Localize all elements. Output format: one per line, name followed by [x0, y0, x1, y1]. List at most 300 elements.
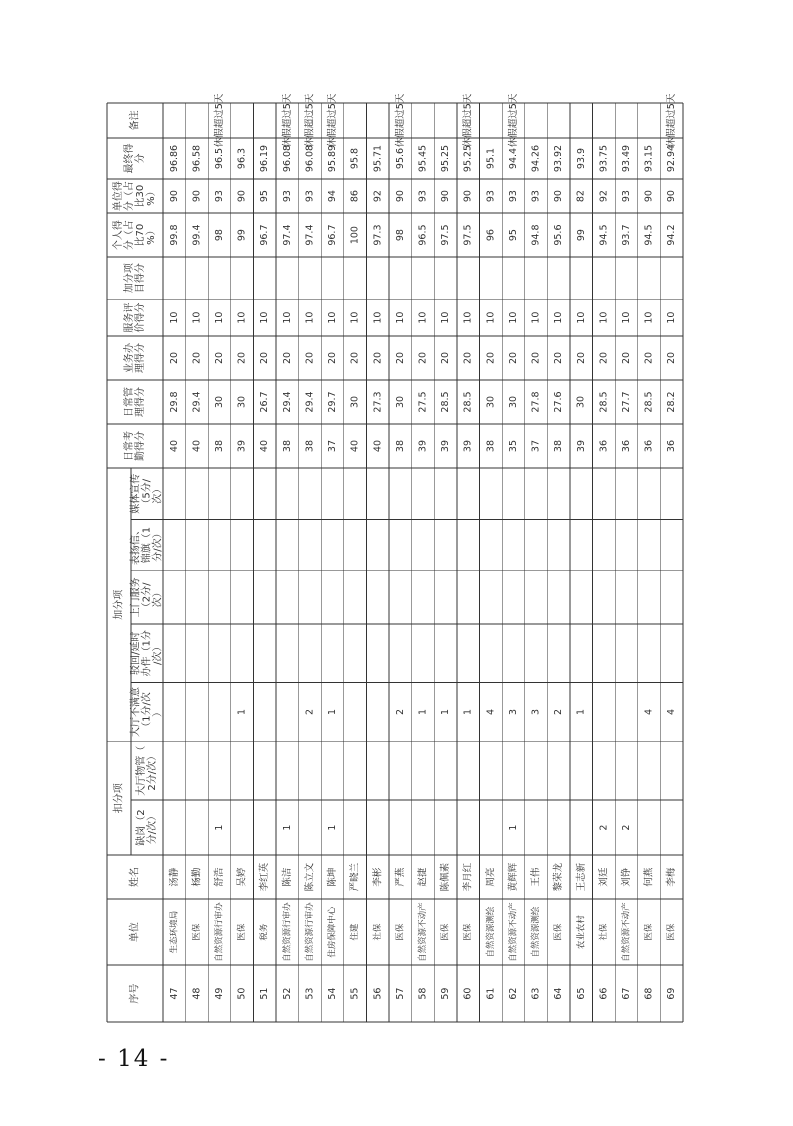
cell-final: 94.26	[530, 144, 542, 173]
cell-attend: 37	[327, 439, 339, 453]
cell-seq: 50	[236, 987, 248, 1000]
header-reject: /次）	[152, 641, 164, 665]
cell-personal: 98	[214, 229, 226, 242]
cell-unit_score: 92	[598, 190, 610, 203]
cell-final: 95.25	[462, 144, 474, 173]
cell-daily: 30	[485, 395, 497, 409]
cell-business: 20	[598, 351, 610, 365]
header-unsat: 大厅不满意	[130, 686, 142, 737]
cell-seq: 53	[304, 987, 316, 1000]
cell-daily: 30	[349, 395, 361, 409]
cell-final: 96.86	[168, 144, 180, 173]
cell-business: 20	[372, 351, 384, 365]
cell-eval: 10	[643, 311, 655, 324]
cell-unit: 医保	[191, 923, 202, 941]
cell-eval: 10	[598, 311, 610, 324]
cell-eval: 10	[394, 311, 406, 324]
cell-seq: 69	[666, 987, 678, 1000]
cell-remark: 休假超过5天	[666, 93, 678, 148]
cell-unsat: 1	[440, 708, 452, 716]
header-hall: 大厅物管（	[136, 745, 147, 796]
cell-seq: 63	[530, 987, 542, 1000]
cell-absence: 1	[327, 824, 339, 831]
header-unsat: ）	[152, 706, 164, 717]
cell-eval: 10	[507, 311, 519, 324]
header-media: 次）	[152, 483, 164, 504]
cell-daily: 27.7	[620, 391, 632, 413]
cell-name: 黎荣龙	[553, 862, 565, 892]
cell-business: 20	[191, 351, 203, 365]
cell-name: 黄辉辉	[507, 862, 519, 892]
cell-unsat: 2	[553, 708, 565, 716]
cell-unit_score: 93	[281, 190, 293, 203]
cell-business: 20	[507, 351, 519, 365]
cell-daily: 27.3	[372, 391, 384, 413]
cell-daily: 28.5	[598, 391, 610, 413]
header-personal: 比70	[135, 223, 146, 247]
cell-unit_score: 82	[575, 190, 587, 203]
cell-remark: 休假超过5天	[394, 93, 406, 148]
cell-daily: 30	[575, 395, 587, 409]
header-media: 媒体宣传	[130, 473, 142, 514]
cell-attend: 38	[553, 439, 565, 453]
cell-business: 20	[575, 351, 587, 365]
cell-unit_score: 92	[372, 190, 384, 203]
cell-attend: 36	[643, 439, 655, 453]
cell-name: 陈佩素	[440, 862, 452, 892]
header-unit_score: 单位得	[113, 181, 124, 212]
cell-eval: 10	[168, 311, 180, 324]
cell-personal: 97.4	[281, 224, 293, 246]
cell-attend: 39	[462, 439, 474, 453]
cell-unit_score: 93	[507, 190, 519, 203]
cell-personal: 94.5	[598, 224, 610, 246]
header-eval: 服务评	[124, 302, 135, 333]
header-final: 最终得	[124, 143, 135, 174]
header-bonus: 目得分	[135, 263, 146, 294]
cell-personal: 97.5	[462, 224, 474, 246]
cell-remark: 休假超过5天	[304, 93, 316, 148]
cell-unit: 医保	[644, 923, 655, 941]
cell-unit: 税务	[259, 923, 270, 941]
header-absence: 缺岗（2	[136, 809, 147, 846]
cell-personal: 99	[236, 229, 248, 242]
cell-personal: 96	[485, 229, 497, 242]
cell-seq: 66	[598, 987, 610, 1000]
header-praise: 分/次）	[152, 528, 164, 562]
header-online: （2分/	[141, 582, 153, 613]
cell-business: 20	[259, 351, 271, 365]
cell-daily: 29.4	[304, 391, 316, 413]
cell-seq: 57	[394, 987, 406, 1000]
cell-name: 周亮	[485, 867, 497, 887]
page-number: - 14 -	[98, 1046, 170, 1072]
cell-name: 刘铮	[620, 867, 632, 887]
cell-business: 20	[553, 351, 565, 365]
cell-personal: 96.7	[259, 224, 271, 246]
cell-eval: 10	[575, 311, 587, 324]
cell-eval: 10	[281, 311, 293, 324]
cell-personal: 96.5	[417, 224, 429, 246]
header-final: 分	[135, 153, 146, 164]
cell-eval: 10	[666, 311, 678, 324]
cell-attend: 38	[281, 439, 293, 453]
cell-unsat: 1	[575, 708, 587, 716]
cell-unit_score: 90	[462, 190, 474, 203]
cell-unit: 自然资源行审办	[304, 902, 315, 962]
cell-eval: 10	[372, 311, 384, 324]
cell-name: 王志新	[575, 862, 587, 892]
cell-final: 96.19	[259, 144, 271, 173]
cell-unit: 医保	[395, 923, 406, 941]
cell-seq: 59	[440, 987, 452, 1000]
cell-seq: 56	[372, 987, 384, 1000]
cell-attend: 38	[485, 439, 497, 453]
header-bonus: 加分项	[124, 263, 135, 294]
cell-unit_score: 93	[530, 190, 542, 203]
cell-personal: 94.8	[530, 224, 542, 246]
header-praise: 表扬信、	[130, 525, 142, 566]
cell-personal: 98	[394, 229, 406, 242]
cell-attend: 40	[259, 439, 271, 453]
header-business: 理得分	[135, 342, 146, 373]
cell-daily: 27.6	[553, 391, 565, 413]
cell-unit_score: 90	[440, 190, 452, 203]
cell-attend: 38	[304, 439, 316, 453]
header-online: 次）	[152, 587, 164, 608]
cell-unit: 住房保障中心	[327, 906, 338, 958]
cell-unsat: 2	[394, 708, 406, 716]
cell-seq: 64	[553, 987, 565, 1000]
cell-unsat: 4	[666, 708, 678, 716]
cell-unit_score: 93	[304, 190, 316, 203]
cell-daily: 30	[214, 395, 226, 409]
cell-name: 严燕	[394, 867, 406, 887]
cell-unit: 社保	[372, 923, 383, 941]
header-attend: 日常考	[124, 431, 135, 462]
cell-eval: 10	[530, 311, 542, 324]
cell-unsat: 3	[530, 708, 542, 716]
cell-attend: 40	[191, 439, 203, 453]
header-daily: 理得分	[135, 386, 146, 417]
cell-business: 20	[530, 351, 542, 365]
cell-business: 20	[462, 351, 474, 365]
cell-unit: 农业农村	[576, 915, 587, 950]
cell-business: 20	[440, 351, 452, 365]
cell-attend: 39	[417, 439, 429, 453]
cell-eval: 10	[440, 311, 452, 324]
cell-personal: 95.6	[553, 224, 565, 246]
cell-name: 赵捷	[417, 867, 429, 887]
cell-seq: 58	[417, 987, 429, 1000]
cell-unit_score: 90	[168, 190, 180, 203]
cell-name: 吴婷	[236, 867, 248, 887]
cell-name: 陈洁	[281, 867, 293, 887]
cell-name: 陈立文	[304, 862, 316, 892]
cell-final: 93.92	[553, 144, 565, 173]
header-bonus_group: 加分项	[113, 589, 125, 620]
cell-final: 95.25	[440, 144, 452, 173]
cell-seq: 49	[214, 987, 226, 1000]
header-absence: 分/次）	[147, 810, 158, 845]
cell-unsat: 2	[304, 708, 316, 716]
cell-personal: 97.4	[304, 224, 316, 246]
header-personal: 分（占	[124, 220, 135, 251]
cell-unsat: 1	[236, 708, 248, 716]
cell-name: 王伟	[530, 867, 542, 887]
header-personal: 个人得	[113, 220, 124, 251]
cell-final: 92.94	[666, 144, 678, 173]
cell-final: 93.9	[575, 147, 587, 170]
cell-seq: 67	[620, 987, 632, 1000]
cell-final: 96.58	[191, 144, 203, 173]
cell-unit_score: 93	[485, 190, 497, 203]
cell-final: 95.1	[485, 147, 497, 170]
cell-eval: 10	[620, 311, 632, 324]
cell-unit_score: 90	[236, 190, 248, 203]
cell-seq: 65	[575, 987, 587, 1000]
cell-unit_score: 90	[553, 190, 565, 203]
cell-personal: 94.5	[643, 224, 655, 246]
cell-attend: 38	[394, 439, 406, 453]
cell-personal: 94.2	[666, 224, 678, 246]
cell-remark: 休假超过5天	[281, 93, 293, 148]
cell-name: 李月红	[462, 862, 474, 892]
cell-name: 李红英	[259, 862, 271, 892]
cell-remark: 休假超过5天	[214, 93, 226, 148]
cell-unit: 自然资源行审办	[282, 902, 293, 962]
cell-eval: 10	[191, 311, 203, 324]
cell-name: 严晓兰	[349, 862, 361, 892]
header-unsat: （1分/次	[141, 692, 153, 732]
cell-daily: 30	[236, 395, 248, 409]
cell-attend: 39	[575, 439, 587, 453]
cell-final: 95.71	[372, 144, 384, 173]
header-online: 上门服务	[130, 577, 142, 618]
cell-business: 20	[304, 351, 316, 365]
cell-seq: 47	[168, 987, 180, 1000]
cell-daily: 26.7	[259, 391, 271, 413]
cell-unit: 自然资源不动产	[418, 902, 428, 962]
header-daily: 日常管	[124, 386, 135, 417]
cell-final: 96.08	[304, 144, 316, 173]
cell-daily: 27.8	[530, 391, 542, 413]
cell-unsat: 4	[485, 708, 497, 716]
cell-business: 20	[281, 351, 293, 365]
cell-final: 93.15	[643, 144, 655, 173]
cell-final: 96.5	[214, 147, 226, 170]
cell-unit: 社保	[598, 923, 609, 941]
cell-name: 李彬	[372, 867, 384, 887]
cell-personal: 99.8	[168, 224, 180, 246]
header-media: （5分/	[141, 478, 153, 509]
cell-name: 杨勤	[191, 867, 203, 887]
cell-absence: 1	[507, 824, 519, 831]
cell-unit: 医保	[553, 923, 564, 941]
cell-unsat: 1	[327, 708, 339, 716]
cell-name: 何燕	[643, 867, 655, 887]
cell-attend: 37	[530, 439, 542, 453]
header-unit_score: %）	[146, 186, 157, 206]
cell-final: 96.08	[281, 144, 293, 173]
cell-business: 20	[417, 351, 429, 365]
cell-business: 20	[236, 351, 248, 365]
cell-personal: 97.3	[372, 224, 384, 246]
cell-unit_score: 86	[349, 190, 361, 203]
cell-attend: 40	[372, 439, 384, 453]
header-personal: %）	[146, 225, 157, 245]
header-reject: 驳回/延时	[130, 631, 142, 675]
cell-seq: 62	[507, 987, 519, 1000]
cell-attend: 35	[507, 439, 519, 453]
cell-name: 刘廷	[598, 867, 610, 887]
header-name: 姓名	[129, 867, 141, 888]
cell-attend: 36	[620, 439, 632, 453]
cell-unit_score: 94	[327, 190, 339, 203]
cell-daily: 28.5	[462, 391, 474, 413]
cell-attend: 40	[349, 439, 361, 453]
cell-name: 汤静	[168, 867, 180, 887]
cell-eval: 10	[462, 311, 474, 324]
cell-personal: 99	[575, 229, 587, 242]
header-praise: 锦旗（1	[141, 526, 153, 564]
cell-unsat: 3	[507, 708, 519, 716]
cell-unit: 自然资源测绘	[485, 906, 496, 958]
cell-unit_score: 95	[259, 190, 271, 203]
cell-unit: 医保	[666, 923, 677, 941]
cell-eval: 10	[327, 311, 339, 324]
cell-seq: 55	[349, 987, 361, 1000]
cell-seq: 60	[462, 987, 474, 1000]
cell-daily: 30	[507, 395, 519, 409]
cell-attend: 36	[666, 439, 678, 453]
cell-final: 94.4	[507, 147, 519, 170]
cell-personal: 99.4	[191, 224, 203, 246]
cell-unit_score: 90	[666, 190, 678, 203]
header-hall: 2分/次）	[147, 750, 158, 791]
cell-daily: 29.8	[168, 391, 180, 413]
cell-absence: 2	[598, 824, 610, 831]
cell-eval: 10	[214, 311, 226, 324]
cell-eval: 10	[553, 311, 565, 324]
cell-personal: 100	[349, 226, 361, 245]
cell-unit: 住建	[350, 923, 361, 941]
cell-remark: 休假超过5天	[462, 93, 474, 148]
header-unit_score: 分（占	[124, 181, 135, 212]
cell-attend: 39	[440, 439, 452, 453]
cell-absence: 1	[281, 824, 293, 831]
cell-eval: 10	[259, 311, 271, 324]
header-eval: 价得分	[135, 302, 146, 333]
cell-absence: 1	[214, 824, 226, 831]
cell-business: 20	[620, 351, 632, 365]
cell-seq: 48	[191, 987, 203, 1000]
cell-seq: 61	[485, 987, 497, 1000]
header-unit_score: 比30	[135, 184, 146, 208]
cell-attend: 40	[168, 439, 180, 453]
cell-daily: 28.5	[643, 391, 655, 413]
cell-remark: 休假超过5天	[507, 93, 519, 148]
cell-business: 20	[214, 351, 226, 365]
cell-business: 20	[643, 351, 655, 365]
cell-unit: 自然资源行审办	[214, 902, 225, 962]
cell-unit: 医保	[463, 923, 474, 941]
header-unit: 单位	[129, 922, 141, 943]
cell-seq: 68	[643, 987, 655, 1000]
cell-unit_score: 90	[394, 190, 406, 203]
cell-daily: 29.4	[281, 391, 293, 413]
cell-attend: 38	[214, 439, 226, 453]
cell-final: 96.3	[236, 147, 248, 170]
cell-daily: 30	[394, 395, 406, 409]
cell-unsat: 1	[462, 708, 474, 716]
cell-remark: 休假超过5天	[327, 93, 339, 148]
cell-absence: 2	[620, 824, 632, 831]
cell-business: 20	[485, 351, 497, 365]
cell-eval: 10	[349, 311, 361, 324]
cell-seq: 54	[327, 987, 339, 1000]
cell-unit: 生态环境局	[169, 910, 180, 954]
cell-final: 93.75	[598, 144, 610, 173]
cell-unit: 自然资源测绘	[531, 906, 542, 958]
cell-unit_score: 90	[643, 190, 655, 203]
cell-unit_score: 93	[620, 190, 632, 203]
cell-name: 舒浩	[214, 867, 226, 887]
cell-final: 93.49	[620, 144, 632, 173]
cell-seq: 51	[259, 987, 271, 1000]
cell-daily: 27.5	[417, 391, 429, 413]
cell-eval: 10	[304, 311, 316, 324]
cell-eval: 10	[417, 311, 429, 324]
cell-unit: 医保	[237, 923, 248, 941]
cell-unsat: 1	[417, 708, 429, 716]
cell-business: 20	[394, 351, 406, 365]
header-business: 业务办	[124, 342, 135, 373]
cell-seq: 52	[281, 987, 293, 1000]
cell-business: 20	[666, 351, 678, 365]
cell-unit_score: 93	[214, 190, 226, 203]
header-deduction_group: 扣分项	[113, 783, 125, 814]
cell-name: 陈坤	[327, 867, 339, 887]
cell-eval: 10	[236, 311, 248, 324]
cell-daily: 29.4	[191, 391, 203, 413]
cell-daily: 28.2	[666, 391, 678, 413]
cell-name: 李梅	[666, 867, 678, 887]
cell-final: 95.8	[349, 147, 361, 170]
cell-eval: 10	[485, 311, 497, 324]
header-remark: 备注	[129, 110, 141, 131]
cell-business: 20	[327, 351, 339, 365]
cell-personal: 97.5	[440, 224, 452, 246]
cell-final: 95.6	[394, 147, 406, 170]
cell-personal: 96.7	[327, 224, 339, 246]
cell-unit_score: 93	[417, 190, 429, 203]
cell-unit: 自然资源不动产	[621, 902, 632, 962]
cell-business: 20	[168, 351, 180, 365]
cell-business: 20	[349, 351, 361, 365]
cell-personal: 95	[507, 229, 519, 242]
cell-daily: 28.5	[440, 391, 452, 413]
cell-final: 95.45	[417, 144, 429, 173]
cell-unit_score: 90	[191, 190, 203, 203]
header-seq: 序号	[129, 983, 141, 1004]
cell-attend: 39	[236, 439, 248, 453]
cell-personal: 93.7	[620, 224, 632, 246]
cell-final: 95.89	[327, 144, 339, 173]
header-attend: 勤得分	[135, 431, 146, 462]
cell-unit: 医保	[440, 923, 451, 941]
cell-daily: 29.7	[327, 391, 339, 413]
